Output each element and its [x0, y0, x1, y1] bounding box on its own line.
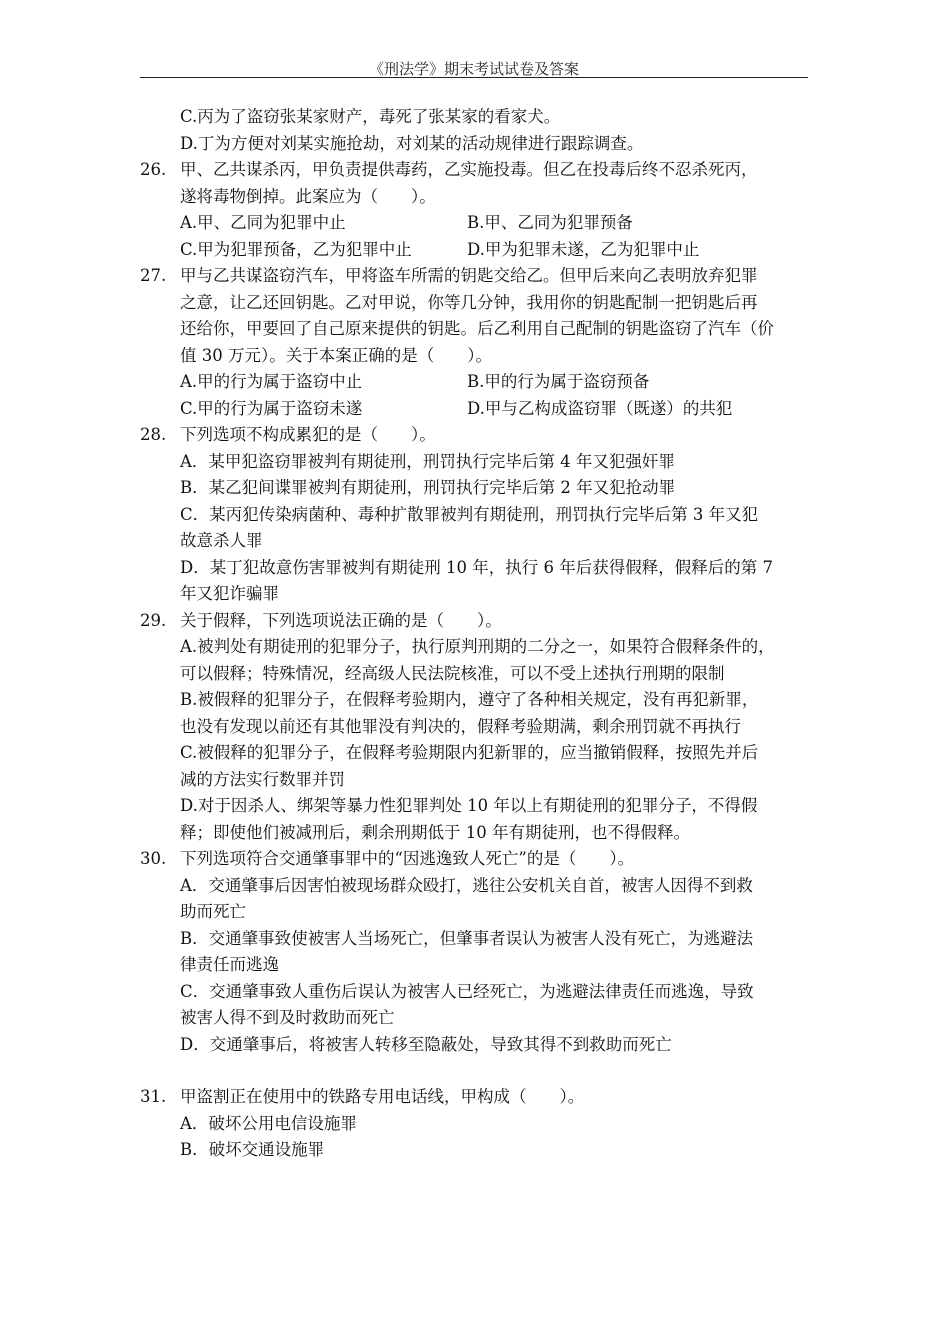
option-b: B．破坏交通设施罪	[180, 1140, 325, 1159]
question-stem: 下列选项符合交通肇事罪中的“因逃逸致人死亡”的是（ ）。	[180, 849, 635, 868]
option-a-cont: 可以假释；特殊情况，经高级人民法院核准，可以不受上述执行刑期的限制	[180, 663, 725, 683]
option-c-cont: 被害人得不到及时救助而死亡	[180, 1008, 395, 1027]
question-30	[140, 846, 810, 1058]
question-stem: 甲、乙共谋杀丙，甲负责提供毒药，乙实施投毒。但乙在投毒后终不忍杀死丙，	[180, 160, 758, 179]
header-divider	[140, 77, 808, 78]
prev-option-d: D.丁为方便对刘某实施抢劫，对刘某的活动规律进行跟踪调查。	[180, 133, 644, 153]
question-stem-cont: 值 30 万元）。关于本案正确的是（ ）。	[180, 345, 492, 365]
question-stem-cont: 之意，让乙还回钥匙。乙对甲说，你等几分钟，我用你的钥匙配制一把钥匙后再	[180, 292, 758, 312]
blank-spacer	[140, 1058, 810, 1084]
question-29	[140, 608, 810, 847]
question-number: 29.	[140, 610, 167, 630]
question-number: 28.	[140, 425, 167, 444]
option-d-cont: 释；即使他们被减刑后，剩余刑期低于 10 年有期徒刑，也不得假释。	[180, 822, 690, 842]
question-stem: 甲盗割正在使用中的铁路专用电话线，甲构成（ ）。	[180, 1087, 585, 1106]
document-body	[140, 104, 810, 1164]
question-31	[140, 1084, 810, 1164]
question-26	[140, 157, 810, 263]
option-c: C.甲的行为属于盗窃未遂	[180, 398, 363, 418]
option-b: B.被假释的犯罪分子，在假释考验期内，遵守了各种相关规定，没有再犯新罪，	[180, 690, 759, 709]
question-number: 27.	[140, 266, 167, 285]
option-b: B.甲、乙同为犯罪预备	[467, 213, 633, 232]
question-number: 31.	[140, 1087, 167, 1106]
prev-option-c: C.丙为了盗窃张某家财产，毒死了张某家的看家犬。	[180, 107, 561, 126]
option-a: A.甲、乙同为犯罪中止	[180, 213, 346, 232]
question-number: 30.	[140, 849, 167, 868]
option-d: D．交通肇事后，将被害人转移至隐蔽处，导致其得不到救助而死亡	[180, 1034, 672, 1054]
question-stem-cont: 还给你，甲要回了自己原来提供的钥匙。后乙利用自己配制的钥匙盗窃了汽车（价	[180, 319, 774, 338]
option-b-cont: 律责任而逃逸	[180, 955, 279, 974]
option-c: C．交通肇事致人重伤后误认为被害人已经死亡，为逃避法律责任而逃逸，导致	[180, 981, 754, 1001]
option-c: C.被假释的犯罪分子，在假释考验期限内犯新罪的，应当撤销假释，按照先并后	[180, 743, 759, 762]
option-b: B．某乙犯间谍罪被判有期徒刑，刑罚执行完毕后第 2 年又犯抢动罪	[180, 478, 676, 497]
option-d-cont: 年又犯诈骗罪	[180, 584, 279, 603]
option-a: A.甲的行为属于盗窃中止	[180, 372, 363, 391]
option-b: B．交通肇事致使被害人当场死亡，但肇事者误认为被害人没有死亡，为逃避法	[180, 928, 754, 948]
question-stem-cont: 遂将毒物倒掉。此案应为（ ）。	[180, 186, 436, 206]
question-stem: 关于假释，下列选项说法正确的是（ ）。	[180, 610, 502, 630]
option-d: D.甲与乙构成盗窃罪（既遂）的共犯	[467, 398, 733, 418]
option-d: D.对于因杀人、绑架等暴力性犯罪判处 10 年以上有期徒刑的犯罪分子，不得假	[180, 796, 758, 815]
option-d: D．某丁犯故意伤害罪被判有期徒刑 10 年，执行 6 年后获得假释，假释后的第 7	[180, 557, 773, 577]
option-c-cont: 减的方法实行数罪并罚	[180, 769, 345, 789]
option-a: A．某甲犯盗窃罪被判有期徒刑，刑罚执行完毕后第 4 年又犯强奸罪	[180, 451, 675, 471]
question-27	[140, 263, 810, 422]
option-a: A.被判处有期徒刑的犯罪分子，执行原判刑期的二分之一，如果符合假释条件的，	[180, 637, 775, 656]
question-number: 26.	[140, 160, 167, 179]
question-28	[140, 422, 810, 608]
question-stem: 甲与乙共谋盗窃汽车，甲将盗车所需的钥匙交给乙。但甲后来向乙表明放弃犯罪	[180, 266, 758, 285]
option-c-cont: 故意杀人罪	[180, 531, 263, 550]
option-b: B.甲的行为属于盗窃预备	[467, 372, 650, 391]
question-stem: 下列选项不构成累犯的是（ ）。	[180, 425, 436, 444]
option-c: C．某丙犯传染病菌种、毒种扩散罪被判有期徒刑，刑罚执行完毕后第 3 年又犯	[180, 504, 759, 524]
option-d: D.甲为犯罪未遂，乙为犯罪中止	[467, 239, 700, 259]
option-c: C.甲为犯罪预备，乙为犯罪中止	[180, 239, 412, 259]
option-b-cont: 也没有发现以前还有其他罪没有判决的，假释考验期满，剩余刑罚就不再执行	[180, 716, 741, 736]
page-header-title: 《刑法学》期末考试试卷及答案	[368, 60, 579, 78]
option-a: A．破坏公用电信设施罪	[180, 1113, 357, 1133]
option-a-cont: 助而死亡	[180, 902, 246, 921]
option-a: A．交通肇事后因害怕被现场群众殴打，逃往公安机关自首，被害人因得不到救	[180, 875, 753, 895]
